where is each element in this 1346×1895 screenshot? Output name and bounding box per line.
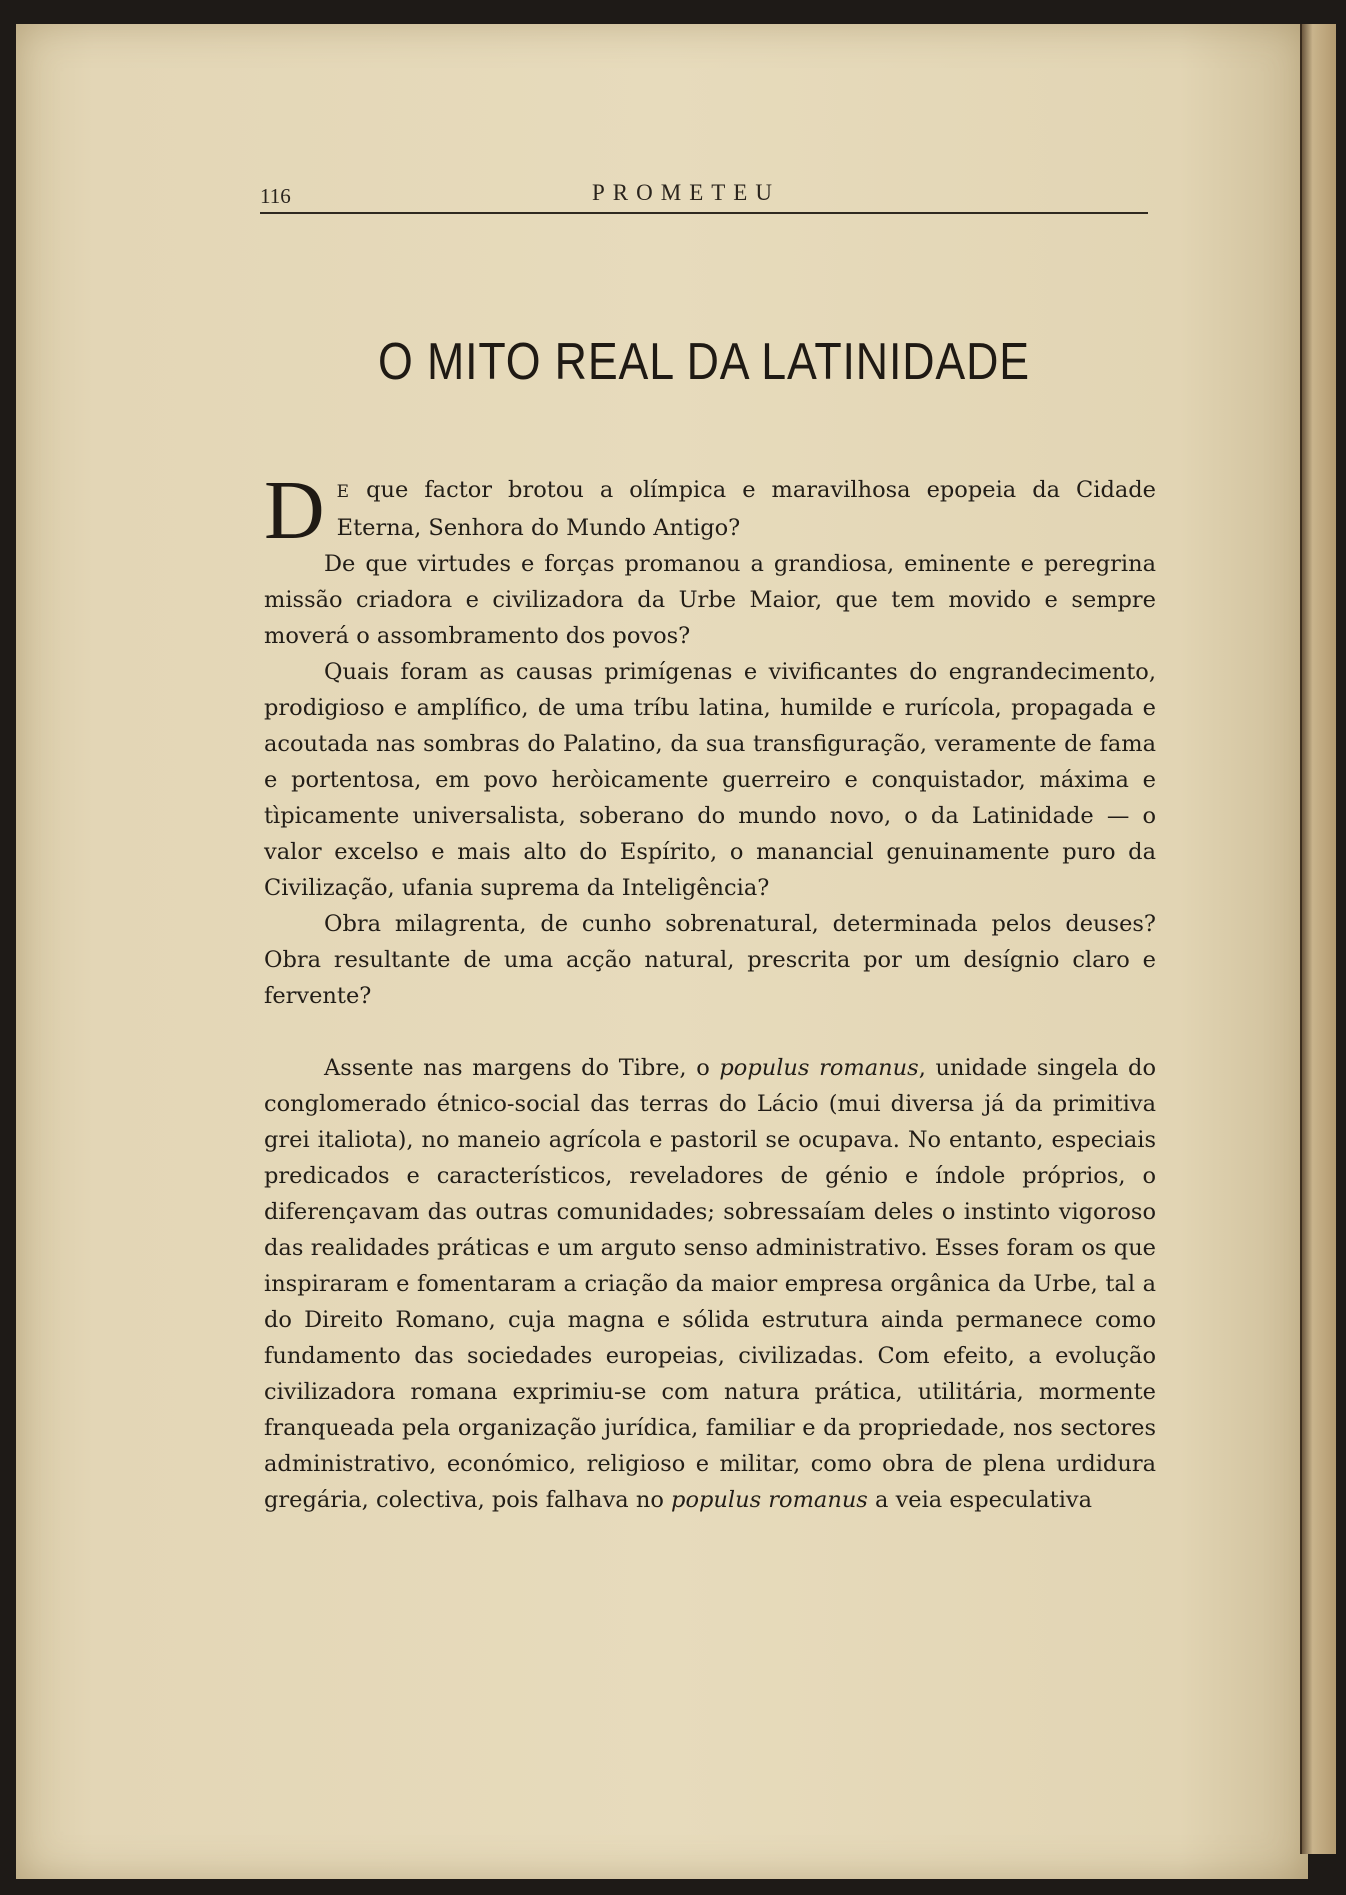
page-number: 116 <box>260 184 291 208</box>
page-gutter <box>1300 24 1302 1854</box>
paragraph-4: Obra milagrenta, de cunho sobrenatural, determinada pelos deuses? Obra resultante de uma acção natural, prescrita por um desígnio claro e fervente? <box>264 911 1156 1009</box>
article-title: O MITO REAL DA LATINIDADE <box>378 333 1030 391</box>
drop-cap-continuation: E <box>336 482 351 502</box>
running-header <box>260 180 1148 220</box>
paragraph-2: De que virtudes e forças promanou a grandiosa, eminente e peregrina missão criadora e civilizadora da Urbe Maior, que tem movido e sempre moverá o assombramento dos povos? <box>264 551 1156 649</box>
latin-term: populus romanus <box>719 1055 919 1081</box>
paragraph-5 <box>264 1050 1156 1518</box>
paragraph-1 <box>264 464 1156 557</box>
latin-term: populus romanus <box>671 1487 868 1513</box>
paragraph-3: Quais foram as causas primígenas e vivificantes do engrandecimento, prodigioso e amplífico, de uma tríbu latina, humilde e rurícola, propagada e acoutada nas sombras do Palatino, da sua transfiguração, veramente de fama e portentosa, em povo heròicamente guerreiro e conquistador, máxima e tìpicamente universalista, soberano do mundo novo, o da Latinidade — o valor excelso e mais alto do Espírito, o manancial genuinamente puro da Civilização, ufania suprema da Inteligência? <box>264 659 1156 901</box>
paragraph-5-part-a: Assente nas margens do Tibre, o <box>324 1055 720 1081</box>
paragraph-1-text: que factor brotou a olímpica e maravilhosa epopeia da Cidade Eterna, Senhora do Mundo Antigo? <box>336 477 1156 541</box>
next-page-edge <box>1300 24 1336 1854</box>
paragraph-5-part-c: a veia especulativa <box>867 1487 1093 1513</box>
paragraph-5-part-b: , unidade singela do conglomerado étnico-social das terras do Lácio (mui diversa já da primitiva grei italiota), no maneio agrícola e pastoril se ocupava. No entanto, especiais predicados e característicos, reveladores de génio e índole próprios, o diferençavam das outras comunidades; sobressaíam deles o instinto vigoroso das realidades práticas e um arguto senso administrativo. Esses foram os que inspiraram e fomentaram a criação da maior empresa orgânica da Urbe, tal a do Direito Romano, cuja magna e sólida estrutura ainda permanece como fundamento das sociedades europeias, civilizadas. Com efeito, a evolução civilizadora romana exprimiu-se com natura prática, utilitária, mormente franqueada pela organização jurídica, familiar e da propriedade, nos sectores administrativo, económico, religioso e militar, como obra de plena urdidura gregária, colectiva, pois falhava no <box>264 1055 1156 1513</box>
article-body <box>264 464 1156 1518</box>
running-title: PROMETEU <box>592 180 780 205</box>
header-rule <box>260 212 1148 214</box>
drop-cap: D <box>264 464 325 557</box>
